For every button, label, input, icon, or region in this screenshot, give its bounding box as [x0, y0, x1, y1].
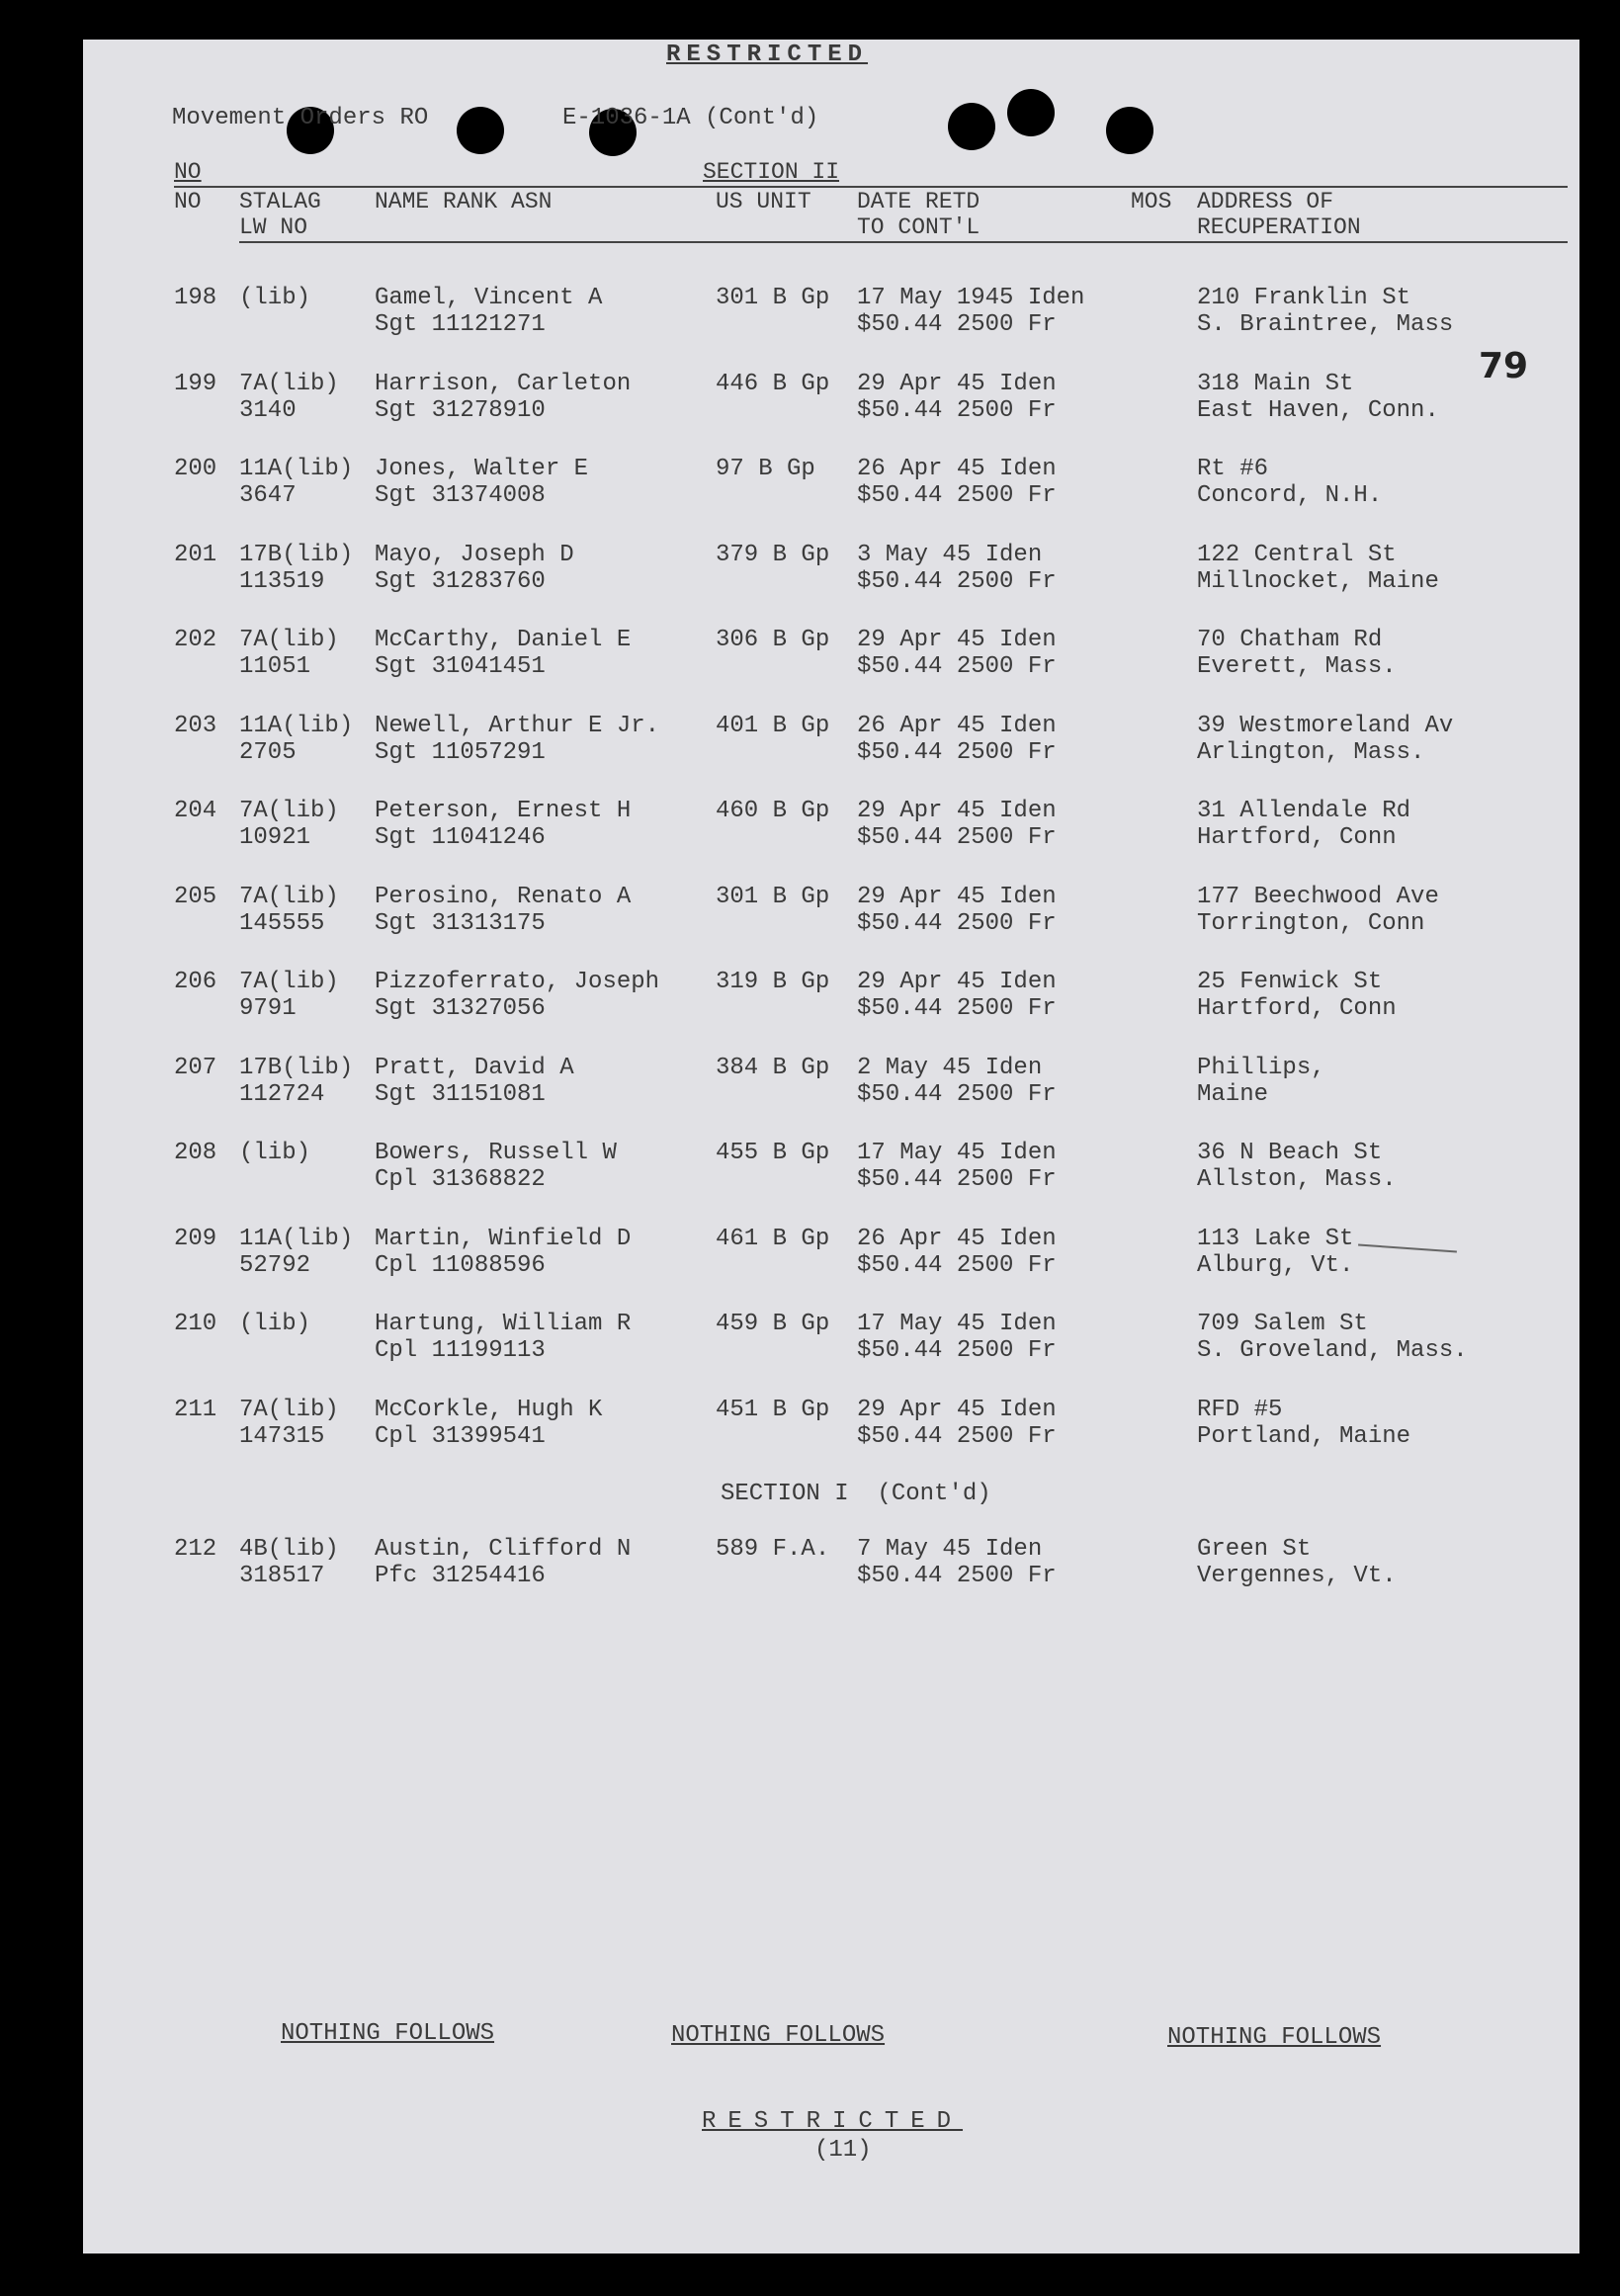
- rank-asn-cell: Cpl 31399541: [375, 1423, 546, 1450]
- name-cell: Harrison, Carleton: [375, 371, 632, 397]
- row-number: 203: [174, 713, 217, 739]
- unit-cell: 301 B Gp: [716, 285, 830, 311]
- lw-number-cell: 147315: [239, 1423, 325, 1450]
- rank-asn-cell: Cpl 31368822: [375, 1166, 546, 1193]
- pay-cell: $50.44 2500 Fr: [857, 397, 1057, 424]
- address-line-2: Hartford, Conn: [1197, 995, 1397, 1022]
- address-line-1: RFD #5: [1197, 1397, 1283, 1423]
- rank-asn-cell: Pfc 31254416: [375, 1563, 546, 1589]
- pay-cell: $50.44 2500 Fr: [857, 739, 1057, 766]
- unit-cell: 455 B Gp: [716, 1140, 830, 1166]
- stalag-cell: (lib): [239, 1140, 311, 1166]
- date-cell: 26 Apr 45 Iden: [857, 1226, 1057, 1252]
- col-date-2: TO CONT'L: [857, 214, 981, 240]
- unit-cell: 319 B Gp: [716, 969, 830, 995]
- date-cell: 29 Apr 45 Iden: [857, 798, 1057, 824]
- row-number: 202: [174, 627, 217, 653]
- punch-hole: [1007, 89, 1055, 136]
- stalag-cell: 7A(lib): [239, 627, 339, 653]
- row-number: 200: [174, 456, 217, 482]
- col-address: ADDRESS OF: [1197, 189, 1334, 214]
- rank-asn-cell: Sgt 11121271: [375, 311, 546, 338]
- page-mark: 79: [1479, 346, 1529, 386]
- lw-number-cell: 112724: [239, 1081, 325, 1108]
- pay-cell: $50.44 2500 Fr: [857, 910, 1057, 937]
- lw-number-cell: 3140: [239, 397, 297, 424]
- name-cell: Martin, Winfield D: [375, 1226, 632, 1252]
- row-number: 209: [174, 1226, 217, 1252]
- address-line-1: Rt #6: [1197, 456, 1269, 482]
- stalag-cell: 11A(lib): [239, 1226, 354, 1252]
- address-line-2: East Haven, Conn.: [1197, 397, 1439, 424]
- rank-asn-cell: Cpl 11199113: [375, 1337, 546, 1364]
- rank-asn-cell: Sgt 31041451: [375, 653, 546, 680]
- address-line-1: 70 Chatham Rd: [1197, 627, 1383, 653]
- stalag-cell: 17B(lib): [239, 542, 354, 568]
- unit-cell: 379 B Gp: [716, 542, 830, 568]
- stalag-cell: 11A(lib): [239, 713, 354, 739]
- pay-cell: $50.44 2500 Fr: [857, 1252, 1057, 1279]
- row-number: 201: [174, 542, 217, 568]
- stalag-cell: 7A(lib): [239, 969, 339, 995]
- col-no: NO: [174, 189, 202, 214]
- name-cell: Peterson, Ernest H: [375, 798, 632, 824]
- section-title: SECTION II: [703, 159, 840, 185]
- pay-cell: $50.44 2500 Fr: [857, 568, 1057, 595]
- lw-number-cell: 10921: [239, 824, 311, 851]
- pay-cell: $50.44 2500 Fr: [857, 653, 1057, 680]
- address-line-2: Arlington, Mass.: [1197, 739, 1425, 766]
- col-stalag-2: LW NO: [239, 214, 308, 240]
- unit-cell: 446 B Gp: [716, 371, 830, 397]
- address-line-2: Allston, Mass.: [1197, 1166, 1397, 1193]
- lw-number-cell: 318517: [239, 1563, 325, 1589]
- col-mos: MOS: [1131, 189, 1172, 214]
- pay-cell: $50.44 2500 Fr: [857, 1081, 1057, 1108]
- nothing-follows-right: NOTHING FOLLOWS: [1167, 2024, 1382, 2051]
- name-cell: Pratt, David A: [375, 1055, 574, 1081]
- name-cell: Newell, Arthur E Jr.: [375, 713, 660, 739]
- col-stalag: STALAG: [239, 189, 321, 214]
- row-number: 205: [174, 884, 217, 910]
- name-cell: Jones, Walter E: [375, 456, 589, 482]
- col-no-top: NO: [174, 159, 202, 185]
- lw-number-cell: 145555: [239, 910, 325, 937]
- row-number: 207: [174, 1055, 217, 1081]
- unit-cell: 451 B Gp: [716, 1397, 830, 1423]
- date-cell: 2 May 45 Iden: [857, 1055, 1043, 1081]
- stalag-cell: 17B(lib): [239, 1055, 354, 1081]
- date-cell: 29 Apr 45 Iden: [857, 969, 1057, 995]
- col-unit: US UNIT: [716, 189, 811, 214]
- address-line-1: 122 Central St: [1197, 542, 1397, 568]
- address-line-1: 210 Franklin St: [1197, 285, 1411, 311]
- pay-cell: $50.44 2500 Fr: [857, 1166, 1057, 1193]
- orders-number: E-1036-1A (Cont'd): [562, 105, 819, 131]
- rank-asn-cell: Sgt 31327056: [375, 995, 546, 1022]
- date-cell: 26 Apr 45 Iden: [857, 713, 1057, 739]
- lw-number-cell: 3647: [239, 482, 297, 509]
- date-cell: 29 Apr 45 Iden: [857, 371, 1057, 397]
- unit-cell: 384 B Gp: [716, 1055, 830, 1081]
- restricted-header: RESTRICTED: [666, 42, 869, 68]
- unit-cell: 460 B Gp: [716, 798, 830, 824]
- pay-cell: $50.44 2500 Fr: [857, 824, 1057, 851]
- rank-asn-cell: Sgt 31151081: [375, 1081, 546, 1108]
- lw-number-cell: 2705: [239, 739, 297, 766]
- rank-asn-cell: Cpl 11088596: [375, 1252, 546, 1279]
- lw-number-cell: 9791: [239, 995, 297, 1022]
- unit-cell: 97 B Gp: [716, 456, 815, 482]
- address-line-2: S. Groveland, Mass.: [1197, 1337, 1468, 1364]
- address-line-2: Maine: [1197, 1081, 1269, 1108]
- pay-cell: $50.44 2500 Fr: [857, 311, 1057, 338]
- rank-asn-cell: Sgt 31278910: [375, 397, 546, 424]
- row-number: 210: [174, 1311, 217, 1337]
- date-cell: 17 May 45 Iden: [857, 1311, 1057, 1337]
- unit-cell: 306 B Gp: [716, 627, 830, 653]
- lw-number-cell: 11051: [239, 653, 311, 680]
- address-line-1: 318 Main St: [1197, 371, 1354, 397]
- name-cell: McCarthy, Daniel E: [375, 627, 632, 653]
- date-cell: 3 May 45 Iden: [857, 542, 1043, 568]
- punch-hole: [948, 103, 995, 150]
- rank-asn-cell: Sgt 11057291: [375, 739, 546, 766]
- name-cell: Austin, Clifford N: [375, 1536, 632, 1563]
- address-line-1: Green St: [1197, 1536, 1312, 1563]
- section-i-heading: SECTION I (Cont'd): [721, 1481, 991, 1507]
- col-date: DATE RETD: [857, 189, 981, 214]
- unit-cell: 401 B Gp: [716, 713, 830, 739]
- unit-cell: 589 F.A.: [716, 1536, 830, 1563]
- name-cell: Pizzoferrato, Joseph: [375, 969, 660, 995]
- date-cell: 17 May 1945 Iden: [857, 285, 1085, 311]
- col-address-2: RECUPERATION: [1197, 214, 1361, 240]
- name-cell: Gamel, Vincent A: [375, 285, 603, 311]
- address-line-1: 25 Fenwick St: [1197, 969, 1383, 995]
- address-line-2: Everett, Mass.: [1197, 653, 1397, 680]
- row-number: 208: [174, 1140, 217, 1166]
- row-number: 211: [174, 1397, 217, 1423]
- address-line-1: 36 N Beach St: [1197, 1140, 1383, 1166]
- date-cell: 29 Apr 45 Iden: [857, 1397, 1057, 1423]
- stalag-cell: 11A(lib): [239, 456, 354, 482]
- date-cell: 7 May 45 Iden: [857, 1536, 1043, 1563]
- stalag-cell: 7A(lib): [239, 1397, 339, 1423]
- address-line-1: 39 Westmoreland Av: [1197, 713, 1454, 739]
- lw-number-cell: 113519: [239, 568, 325, 595]
- address-line-1: 113 Lake St: [1197, 1226, 1354, 1252]
- pen-mark: [1358, 1244, 1457, 1253]
- unit-cell: 301 B Gp: [716, 884, 830, 910]
- rank-asn-cell: Sgt 31374008: [375, 482, 546, 509]
- nothing-follows-left: NOTHING FOLLOWS: [281, 2020, 495, 2047]
- row-number: 206: [174, 969, 217, 995]
- name-cell: Bowers, Russell W: [375, 1140, 617, 1166]
- document-page: [83, 40, 1579, 2253]
- address-line-1: Phillips,: [1197, 1055, 1325, 1081]
- punch-hole: [1106, 107, 1153, 154]
- punch-hole: [457, 107, 504, 154]
- pay-cell: $50.44 2500 Fr: [857, 482, 1057, 509]
- address-line-1: 709 Salem St: [1197, 1311, 1368, 1337]
- row-number: 199: [174, 371, 217, 397]
- orders-line: Movement Orders RO: [172, 105, 429, 131]
- name-cell: Mayo, Joseph D: [375, 542, 574, 568]
- row-number: 204: [174, 798, 217, 824]
- stalag-cell: 4B(lib): [239, 1536, 339, 1563]
- rank-asn-cell: Sgt 31283760: [375, 568, 546, 595]
- address-line-1: 177 Beechwood Ave: [1197, 884, 1439, 910]
- header-bottom-rule: [239, 241, 1568, 243]
- name-cell: Perosino, Renato A: [375, 884, 632, 910]
- date-cell: 29 Apr 45 Iden: [857, 884, 1057, 910]
- restricted-footer: RESTRICTED: [702, 2108, 964, 2135]
- row-number: 212: [174, 1536, 217, 1563]
- stalag-cell: (lib): [239, 1311, 311, 1337]
- name-cell: Hartung, William R: [375, 1311, 632, 1337]
- address-line-2: Torrington, Conn: [1197, 910, 1425, 937]
- pay-cell: $50.44 2500 Fr: [857, 995, 1057, 1022]
- date-cell: 29 Apr 45 Iden: [857, 627, 1057, 653]
- unit-cell: 459 B Gp: [716, 1311, 830, 1337]
- stalag-cell: 7A(lib): [239, 371, 339, 397]
- unit-cell: 461 B Gp: [716, 1226, 830, 1252]
- stalag-cell: 7A(lib): [239, 798, 339, 824]
- date-cell: 26 Apr 45 Iden: [857, 456, 1057, 482]
- rank-asn-cell: Sgt 11041246: [375, 824, 546, 851]
- rank-asn-cell: Sgt 31313175: [375, 910, 546, 937]
- address-line-2: Concord, N.H.: [1197, 482, 1383, 509]
- col-name: NAME RANK ASN: [375, 189, 553, 214]
- row-number: 198: [174, 285, 217, 311]
- address-line-2: Hartford, Conn: [1197, 824, 1397, 851]
- nothing-follows-center: NOTHING FOLLOWS: [671, 2022, 886, 2049]
- address-line-2: Alburg, Vt.: [1197, 1252, 1354, 1279]
- lw-number-cell: 52792: [239, 1252, 311, 1279]
- date-cell: 17 May 45 Iden: [857, 1140, 1057, 1166]
- address-line-2: Vergennes, Vt.: [1197, 1563, 1397, 1589]
- address-line-2: Millnocket, Maine: [1197, 568, 1439, 595]
- stalag-cell: 7A(lib): [239, 884, 339, 910]
- pay-cell: $50.44 2500 Fr: [857, 1563, 1057, 1589]
- address-line-2: S. Braintree, Mass: [1197, 311, 1454, 338]
- address-line-1: 31 Allendale Rd: [1197, 798, 1411, 824]
- pay-cell: $50.44 2500 Fr: [857, 1337, 1057, 1364]
- page-number: (11): [814, 2137, 872, 2164]
- pay-cell: $50.44 2500 Fr: [857, 1423, 1057, 1450]
- address-line-2: Portland, Maine: [1197, 1423, 1411, 1450]
- stalag-cell: (lib): [239, 285, 311, 311]
- name-cell: McCorkle, Hugh K: [375, 1397, 603, 1423]
